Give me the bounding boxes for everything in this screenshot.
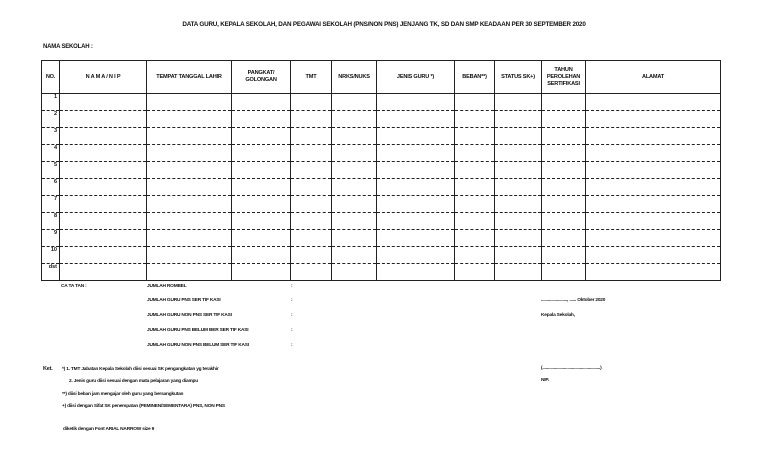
table-cell	[332, 247, 377, 264]
header-status-sk: STATUS SK+)	[495, 61, 542, 94]
table-cell	[332, 128, 377, 145]
table-cell	[147, 264, 232, 281]
table-cell	[542, 247, 586, 264]
table-cell	[232, 111, 291, 128]
table-row	[42, 94, 721, 111]
table-cell	[377, 196, 455, 213]
row-number: 8	[42, 213, 60, 230]
table-cell	[291, 230, 332, 247]
table-cell	[291, 213, 332, 230]
ket-line: +) diisi dengan Sifat SK penempatan (PEMINEN/SEMENTARA) PNS, NON PNS	[62, 404, 225, 409]
header-tmt: TMT	[291, 61, 332, 94]
table-cell	[232, 179, 291, 196]
table-cell	[332, 162, 377, 179]
table-cell	[455, 264, 495, 281]
table-cell	[291, 162, 332, 179]
table-cell	[377, 162, 455, 179]
table-cell	[495, 213, 542, 230]
table-cell	[542, 196, 586, 213]
header-no: NO.	[42, 61, 60, 94]
staff-data-table	[41, 60, 721, 281]
table-cell	[586, 162, 721, 179]
table-cell	[332, 179, 377, 196]
ket-line: **) diisi beban jam mengajar oleh guru yang bersangkutan	[62, 392, 184, 397]
table-cell	[586, 111, 721, 128]
table-cell	[147, 162, 232, 179]
table-cell	[147, 94, 232, 111]
table-cell	[60, 94, 147, 111]
table-cell	[147, 111, 232, 128]
table-cell	[291, 111, 332, 128]
table-cell	[60, 230, 147, 247]
table-cell	[495, 162, 542, 179]
ket-line: *) 1. TMT Jabatan Kepala Sekolah diisi sesuai SK pengangkatan yg terakhir	[62, 367, 219, 372]
signature-name-placeholder: (...................................................)	[541, 366, 602, 371]
table-cell	[542, 145, 586, 162]
header-nrks-nuks: NRKS/NUKS	[332, 61, 377, 94]
table-cell	[455, 230, 495, 247]
table-cell	[60, 264, 147, 281]
table-cell	[495, 264, 542, 281]
school-name-label: NAMA SEKOLAH :	[43, 44, 93, 50]
table-cell	[542, 230, 586, 247]
ket-line: 2. Jenis guru diisi sesuai dengan mata pelajaran yang diampu	[69, 379, 199, 384]
table-cell	[332, 213, 377, 230]
header-jenis-guru: JENIS GURU *)	[377, 61, 455, 94]
table-cell	[332, 230, 377, 247]
table-cell	[586, 213, 721, 230]
table-cell	[542, 162, 586, 179]
table-cell	[377, 94, 455, 111]
table-cell	[60, 247, 147, 264]
table-cell	[455, 179, 495, 196]
catatan-item-label: JUMLAH GURU NON PNS BELUM SER TIF KASI	[147, 343, 249, 348]
table-cell	[542, 94, 586, 111]
catatan-item-separator: :	[291, 328, 293, 333]
table-cell	[542, 179, 586, 196]
table-cell	[455, 111, 495, 128]
table-cell	[232, 247, 291, 264]
table-cell	[586, 145, 721, 162]
table-cell	[495, 128, 542, 145]
table-cell	[232, 230, 291, 247]
table-cell	[147, 179, 232, 196]
table-cell	[495, 247, 542, 264]
row-number: 3	[42, 128, 60, 145]
table-cell	[332, 264, 377, 281]
table-cell	[332, 94, 377, 111]
table-cell	[232, 94, 291, 111]
catatan-item-label: JUMLAH GURU PNS SER TIF KASI	[147, 298, 221, 303]
table-cell	[495, 111, 542, 128]
table-row	[42, 145, 721, 162]
table-cell	[542, 128, 586, 145]
row-number: 4	[42, 145, 60, 162]
catatan-label: CA TA TAN :	[61, 284, 87, 289]
signature-nip: NIP.	[541, 378, 549, 383]
table-cell	[60, 213, 147, 230]
header-tahun-sertifikasi: TAHUN PEROLEHAN SERTIFIKASI	[542, 61, 586, 94]
table-cell	[147, 128, 232, 145]
row-number: 7	[42, 196, 60, 213]
table-row	[42, 196, 721, 213]
table-cell	[455, 128, 495, 145]
table-cell	[60, 179, 147, 196]
header-tempat-tanggal-lahir: TEMPAT TANGGAL LAHIR	[147, 61, 232, 94]
table-cell	[377, 145, 455, 162]
table-cell	[377, 230, 455, 247]
table-cell	[232, 196, 291, 213]
table-cell	[586, 179, 721, 196]
table-cell	[60, 145, 147, 162]
table-cell	[377, 111, 455, 128]
table-cell	[542, 264, 586, 281]
row-number: 5	[42, 162, 60, 179]
table-cell	[377, 247, 455, 264]
signature-role: Kepala Sekolah,	[541, 313, 575, 318]
table-cell	[291, 196, 332, 213]
table-cell	[542, 111, 586, 128]
document-title: DATA GURU, KEPALA SEKOLAH, DAN PEGAWAI SEKOLAH (PNS/NON PNS) JENJANG TK, SD DAN SMP KEADAAN PER 30 SEPTEMBER 2020	[182, 21, 586, 28]
table-cell	[232, 264, 291, 281]
table-cell	[291, 264, 332, 281]
table-row	[42, 128, 721, 145]
row-number: dst	[42, 264, 60, 281]
header-beban: BEBAN**)	[455, 61, 495, 94]
row-number: 2	[42, 111, 60, 128]
ket-label: Ket.	[43, 366, 53, 372]
table-row	[42, 230, 721, 247]
table-cell	[495, 196, 542, 213]
table-cell	[147, 230, 232, 247]
table-row	[42, 213, 721, 230]
table-cell	[495, 179, 542, 196]
table-cell	[332, 111, 377, 128]
table-cell	[377, 213, 455, 230]
table-cell	[60, 111, 147, 128]
catatan-item-separator: :	[291, 313, 293, 318]
table-cell	[495, 145, 542, 162]
table-cell	[60, 162, 147, 179]
table-row	[42, 264, 721, 281]
font-footnote: diketik dengan Font ARIAL NARROW size 9	[63, 427, 155, 432]
table-cell	[332, 196, 377, 213]
table-cell	[542, 213, 586, 230]
table-cell	[455, 213, 495, 230]
table-cell	[291, 247, 332, 264]
table-body	[42, 94, 721, 281]
table-cell	[291, 94, 332, 111]
table-cell	[495, 94, 542, 111]
table-cell	[377, 128, 455, 145]
table-cell	[455, 162, 495, 179]
catatan-item-separator: :	[291, 343, 293, 348]
table-cell	[495, 230, 542, 247]
table-cell	[586, 196, 721, 213]
table-cell	[147, 196, 232, 213]
table-cell	[232, 162, 291, 179]
table-row	[42, 162, 721, 179]
table-cell	[586, 128, 721, 145]
table-cell	[291, 179, 332, 196]
table-row	[42, 179, 721, 196]
catatan-item-separator: :	[291, 284, 293, 289]
table-row	[42, 111, 721, 128]
table-cell	[377, 179, 455, 196]
table-cell	[60, 128, 147, 145]
table-header-row	[42, 61, 721, 94]
header-pangkat-golongan: PANGKAT/ GOLONGAN	[232, 61, 291, 94]
table-cell	[232, 128, 291, 145]
header-alamat: ALAMAT	[586, 61, 721, 94]
table-cell	[60, 196, 147, 213]
catatan-item-separator: :	[291, 298, 293, 303]
table-cell	[455, 145, 495, 162]
table-cell	[232, 213, 291, 230]
table-cell	[455, 196, 495, 213]
row-number: 6	[42, 179, 60, 196]
table-cell	[147, 213, 232, 230]
signature-date: ......................., ...... Oktober 2020	[541, 298, 606, 303]
catatan-item-label: JUMLAH GURU NON PNS SER TIF KASI	[147, 313, 232, 318]
catatan-item-label: JUMLAH ROMBEL	[147, 284, 187, 289]
table-cell	[232, 145, 291, 162]
row-number: 9	[42, 230, 60, 247]
table-cell	[455, 94, 495, 111]
table-cell	[291, 145, 332, 162]
table-cell	[455, 247, 495, 264]
row-number: 1	[42, 94, 60, 111]
row-number: 10	[42, 247, 60, 264]
table-cell	[147, 145, 232, 162]
table-cell	[586, 94, 721, 111]
table-cell	[332, 145, 377, 162]
table-cell	[147, 247, 232, 264]
catatan-item-label: JUMLAH GURU PNS BELUM BER SER TIF KASI	[147, 328, 249, 333]
table-row	[42, 247, 721, 264]
header-nama-nip: N A M A / N I P	[60, 61, 147, 94]
table-cell	[291, 128, 332, 145]
table-cell	[586, 247, 721, 264]
table-cell	[586, 264, 721, 281]
table-cell	[377, 264, 455, 281]
table-cell	[586, 230, 721, 247]
